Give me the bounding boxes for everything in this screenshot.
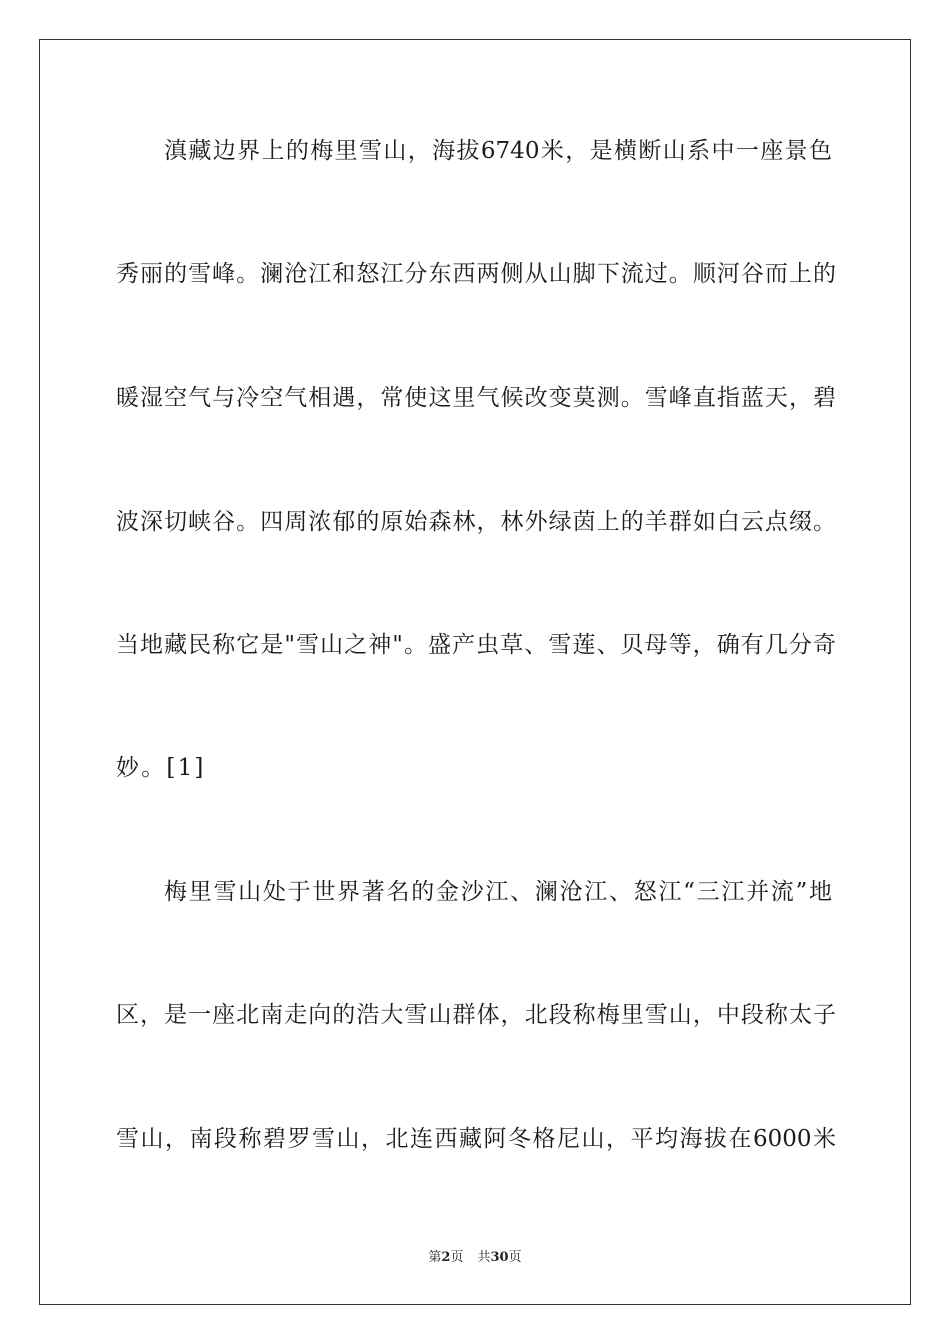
page-prefix: 第	[428, 1250, 442, 1265]
paragraph-1-line-5: 当地藏民称它是"雪山之神"。盛产虫草、雪莲、贝母等，确有几分奇	[116, 632, 836, 658]
paragraph-2-line-3: 雪山，南段称碧罗雪山，北连西藏阿冬格尼山，平均海拔在6000米	[116, 1126, 836, 1152]
paragraph-1-line-2: 秀丽的雪峰。澜沧江和怒江分东西两侧从山脚下流过。顺河谷而上的	[116, 261, 836, 287]
total-prefix: 共	[477, 1250, 491, 1265]
paragraph-1-line-3: 暖湿空气与冷空气相遇，常使这里气候改变莫测。雪峰直指蓝天，碧	[116, 385, 836, 411]
page-suffix: 页	[450, 1250, 464, 1265]
paragraph-1-line-4: 波深切峡谷。四周浓郁的原始森林，林外绿茵上的羊群如白云点缀。	[116, 509, 836, 535]
paragraph-2-line-1: 梅里雪山处于世界著名的金沙江、澜沧江、怒江“三江并流”地	[164, 879, 832, 905]
page-number: 2	[441, 1250, 451, 1265]
paragraph-1-line-1: 滇藏边界上的梅里雪山，海拔6740米，是横断山系中一座景色	[164, 138, 832, 164]
page-footer	[0, 1246, 950, 1265]
total-pages: 30	[490, 1250, 509, 1265]
paragraph-1-line-6: 妙。[1]	[116, 755, 206, 781]
page-border	[39, 39, 911, 1305]
total-suffix: 页	[508, 1250, 522, 1265]
paragraph-2-line-2: 区，是一座北南走向的浩大雪山群体，北段称梅里雪山，中段称太子	[116, 1002, 836, 1028]
